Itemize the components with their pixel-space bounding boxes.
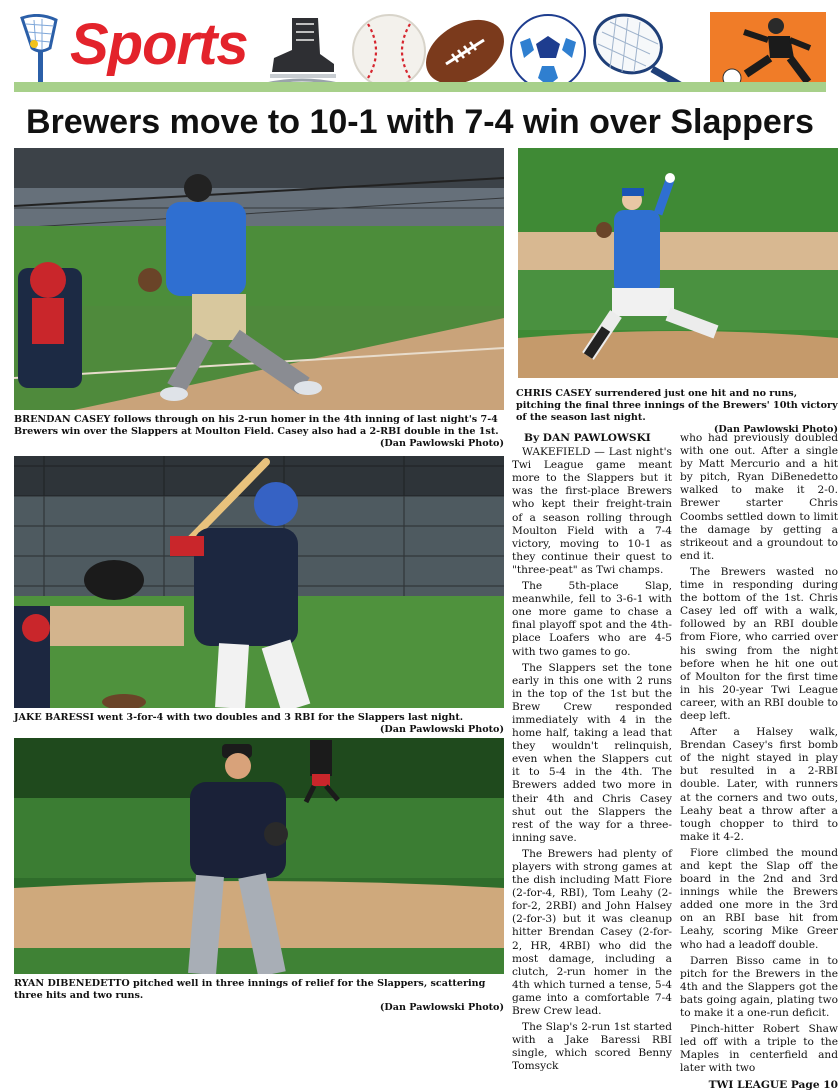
article-paragraph: Darren Bisso came in to pitch for the Brewers in the 4th and the Slappers got the bats going again, plating two to make it a one-run deficit. bbox=[680, 954, 838, 1020]
soccer-ball-icon bbox=[508, 12, 588, 92]
baseball-icon bbox=[350, 12, 428, 90]
article-paragraph: The Brewers wasted no time in responding during the bottom of the 1st. Chris Casey led off with a walk, followed by an RBI double from Fiore, who carried over his swing from the night before when he hit one out of Moulton for the first time in his 20-year Twi League career, with an RBI double to deep left. bbox=[680, 565, 838, 722]
masthead bbox=[0, 0, 840, 96]
masthead-rule bbox=[14, 82, 826, 92]
photo-credit: (Dan Pawlowski Photo) bbox=[713, 424, 838, 435]
photo-ryan-dibenedetto bbox=[14, 738, 504, 974]
article-paragraph: After a Halsey walk, Brendan Casey's first bomb of the night stayed in play but resulted in a 2-RBI double. Later, with runners at the corners and two outs, Leahy beat a throw after a tough chopper to third to make it 4-2. bbox=[680, 726, 838, 843]
article-paragraph: who had previously doubled with one out. After a single by Matt Mercurio and a hit by pitch, Ryan DiBenedetto walked to make it 2-0. Brewer starter Chris Coombs settled down to limit the damage by getting a strikeout and a groundout to end it. bbox=[680, 432, 838, 562]
jump-line[interactable]: TWI LEAGUE Page 10 bbox=[708, 1078, 838, 1091]
article-paragraph: Pinch-hitter Robert Shaw led off with a triple to the Maples in centerfield and later with two bbox=[680, 1023, 838, 1075]
photo-credit: (Dan Pawlowski Photo) bbox=[379, 438, 504, 449]
article-paragraph: The 5th-place Slap, meanwhile, fell to 3-6-1 with one more game to chase a final playoff spot and the 4th-place Loafers who are 4-5 with two games to go. bbox=[512, 580, 672, 658]
photo-caption-1 bbox=[14, 414, 504, 450]
caption-text: RYAN DIBENEDETTO pitched well in three innings of relief for the Slappers, scattering three hits and two runs. bbox=[14, 978, 486, 1001]
article-column-1 bbox=[512, 432, 672, 1077]
article-paragraph: The Slap's 2-run 1st started with a Jake Baressi RBI single, which scored Benny Tomsyck bbox=[512, 1021, 672, 1073]
caption-text: CHRIS CASEY surrendered just one hit and no runs, pitching the final three innings of the Brewers' 10th victory of the season last night. bbox=[516, 388, 838, 423]
photo-credit: (Dan Pawlowski Photo) bbox=[379, 1002, 504, 1013]
photo-brendan-casey bbox=[14, 148, 504, 410]
article-paragraph: WAKEFIELD — Last night's Twi League game meant more to the Slappers but it was the first-place Brewers who kept their freight-train of a season rolling through Moulton Field with a 7-4 victory, moving to 10-1 as they continue their quest to "three-peat" as Twi champs. bbox=[512, 446, 672, 576]
article-paragraph: The Brewers had plenty of players with strong games at the dish including Matt Fiore (2-for-4, RBI), Tom Leahy (2-for-2, 2RBI) and John Halsey (2-for-3) but it was cleanup hitter Brendan Casey (2-for-2, HR, 4RBI) who did the most damage, including a clutch, 2-run homer in the 4th which turned a tense, 5-4 game into a comfortable 7-4 Brew Crew lead. bbox=[512, 847, 672, 1018]
lacrosse-stick-icon bbox=[14, 14, 64, 88]
photo-chris-casey bbox=[518, 148, 838, 378]
photo-caption-3 bbox=[14, 712, 504, 736]
caption-text: JAKE BARESSI went 3-for-4 with two doubles and 3 RBI for the Slappers last night. bbox=[14, 712, 464, 723]
photo-caption-4 bbox=[14, 978, 504, 1014]
football-icon bbox=[420, 12, 510, 92]
ice-skate-icon bbox=[262, 14, 340, 90]
photo-credit: (Dan Pawlowski Photo) bbox=[379, 724, 504, 735]
article-column-2 bbox=[680, 432, 838, 1092]
photo-caption-2 bbox=[516, 388, 838, 436]
photo-jake-baressi bbox=[14, 456, 504, 708]
headline: Brewers move to 10-1 with 7-4 win over Slappers bbox=[26, 103, 814, 141]
section-title: Sports bbox=[70, 12, 248, 77]
soccer-player-icon bbox=[710, 12, 826, 92]
byline: By DAN PAWLOWSKI bbox=[524, 432, 651, 444]
caption-text: BRENDAN CASEY follows through on his 2-run homer in the 4th inning of last night's 7-4 Brewers win over the Slappers at Moulton Field. Casey also had a 2-RBI double in the 1st. bbox=[14, 414, 499, 437]
article-paragraph: The Slappers set the tone early in this one with 2 runs in the top of the 1st but the Brew Crew responded immediately with 4 in the home half, taking a lead that they wouldn't relinquish, even when the Slappers cut it to 5-4 in the 4th. The Brewers added two more in their 4th and Chris Casey shut out the Slappers the rest of the way for a three-inning save. bbox=[512, 661, 672, 844]
article-paragraph: Fiore climbed the mound and kept the Slap off the board in the 2nd and 3rd innings while the Brewers added one more in the 3rd on an RBI base hit from Leahy, scoring Mike Greer who had a leadoff double. bbox=[680, 846, 838, 951]
